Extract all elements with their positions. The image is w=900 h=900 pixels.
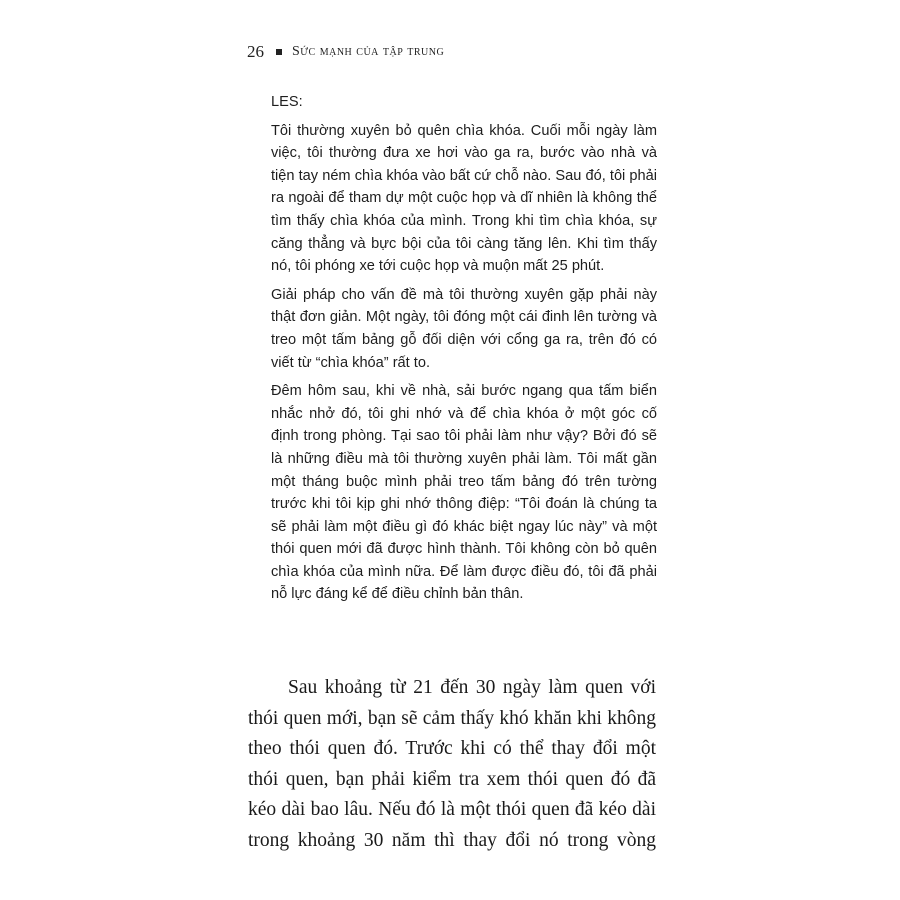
- quote-paragraph-1: Tôi thường xuyên bỏ quên chìa khóa. Cuối mỗi ngày làm việc, tôi thường đưa xe hơi vào ga ra, bước vào nhà và tiện tay ném chìa khóa vào bất cứ chỗ nào. Sau đó, tôi phải ra ngoài để tham dự một cuộc họp và dĩ nhiên là không thể tìm thấy chìa khóa của mình. Trong khi tìm chìa khóa, sự căng thẳng và bực bội của tôi càng tăng lên. Khi tìm thấy nó, tôi phóng xe tới cuộc họp và muộn mất 25 phút.: [271, 122, 657, 275]
- speaker-label: LES:: [271, 94, 303, 110]
- body-paragraph: Sau khoảng từ 21 đến 30 ngày làm quen với thói quen mới, bạn sẽ cảm thấy khó khăn khi không theo thói quen đó. Trước khi có thể thay đổi một thói quen, bạn phải kiểm tra xem thói quen đó đã kéo dài bao lâu. Nếu đó là một thói quen đã kéo dài trong khoảng 30 năm thì thay đổi nó trong vòng: [248, 677, 656, 851]
- quote-paragraph-2: Giải pháp cho vấn đề mà tôi thường xuyên gặp phải này thật đơn giản. Một ngày, tôi đóng một cái đinh lên tường và treo một tấm bảng gỗ đối diện với cổng ga ra, trên đó có viết từ “chìa khóa” rất to.: [271, 286, 657, 371]
- header-bullet-icon: [276, 49, 282, 55]
- running-title: Sức mạnh của tập trung: [292, 44, 445, 59]
- page-number: 26: [247, 42, 264, 61]
- page-header: [247, 42, 444, 62]
- quote-paragraph-3: Đêm hôm sau, khi về nhà, sải bước ngang qua tấm biển nhắc nhở đó, tôi ghi nhớ và để chìa khóa ở một góc cố định trong phòng. Tại sao tôi phải làm như vậy? Bởi đó sẽ là những điều mà tôi thường xuyên phải làm. Tôi mất gần một tháng buộc mình phải treo tấm bảng đó trên tường trước khi tôi kịp ghi nhớ thông điệp: “Tôi đoán là chúng ta sẽ phải làm một điều gì đó khác biệt ngay lúc này” và một thói quen mới đã được hình thành. Tôi không còn bỏ quên chìa khóa của mình nữa. Để làm được điều đó, tôi đã phải nỗ lực đáng kể để điều chỉnh bản thân.: [271, 383, 657, 603]
- quote-block: [271, 91, 657, 612]
